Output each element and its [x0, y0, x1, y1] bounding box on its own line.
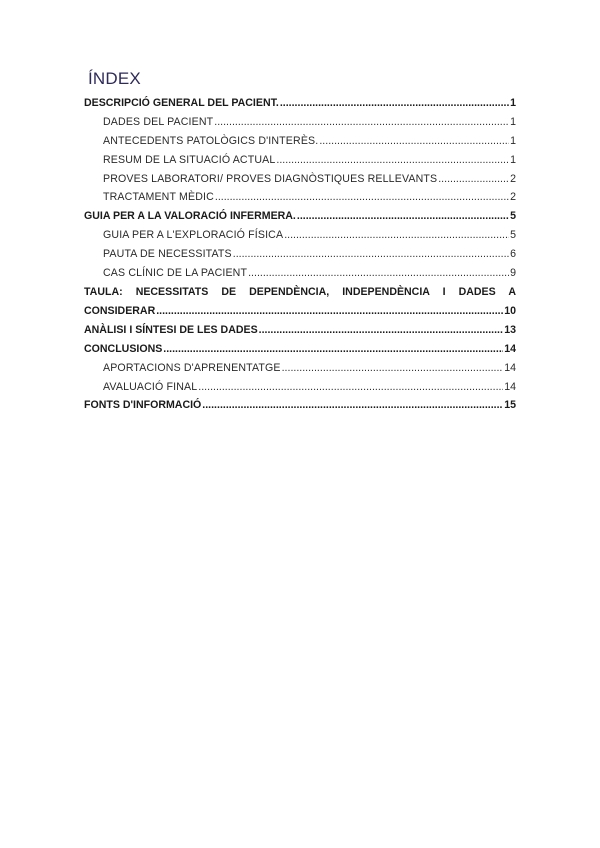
toc-entry-page: 1 — [510, 134, 516, 147]
toc-entry-page: 9 — [510, 267, 516, 280]
toc-entry[interactable] — [84, 132, 516, 151]
toc-entry[interactable] — [84, 245, 516, 264]
toc-entry-label: CAS CLÍNIC DE LA PACIENT — [103, 267, 248, 280]
toc-entry-continuation — [84, 302, 516, 321]
toc-entry-page: 1 — [510, 115, 516, 128]
toc-entry[interactable] — [84, 396, 516, 415]
toc-entry[interactable] — [84, 94, 516, 113]
toc-entry-label: PAUTA DE NECESSITATS — [103, 248, 232, 261]
toc-entry-label: FONTS D'INFORMACIÓ — [84, 399, 202, 412]
toc-entry[interactable] — [84, 113, 516, 132]
toc-entry-label: GUIA PER A LA VALORACIÓ INFERMERA. — [84, 210, 296, 223]
toc-entry-label: PROVES LABORATORI/ PROVES DIAGNÒSTIQUES RELLEVANTS — [103, 172, 438, 185]
toc-entry[interactable] — [84, 264, 516, 283]
toc-leader — [233, 245, 509, 264]
toc-leader — [319, 132, 509, 151]
toc-entry-label: TRACTAMENT MÈDIC — [103, 191, 214, 204]
toc-entry[interactable] — [84, 226, 516, 245]
toc-entry-page: 6 — [510, 248, 516, 261]
toc-entry-page: 1 — [510, 153, 516, 166]
toc-entry-page: 14 — [504, 342, 516, 355]
toc-entry-page: 14 — [504, 361, 516, 374]
toc-entry[interactable] — [84, 188, 516, 207]
toc-entry-page: 5 — [510, 210, 516, 223]
toc-leader — [214, 113, 509, 132]
toc-leader — [202, 396, 503, 415]
toc-entry[interactable] — [84, 359, 516, 378]
toc-entry-label: GUIA PER A L'EXPLORACIÓ FÍSICA — [103, 229, 284, 242]
toc-leader — [156, 302, 503, 321]
toc-entry-label: ANTECEDENTS PATOLÒGICS D'INTERÈS. — [103, 134, 319, 147]
toc-entry-page: 1 — [510, 97, 516, 109]
toc-entry-page: 10 — [504, 304, 516, 317]
table-of-contents — [84, 94, 516, 415]
toc-leader — [282, 359, 504, 378]
toc-entry[interactable] — [84, 207, 516, 226]
toc-entry[interactable] — [84, 151, 516, 170]
toc-leader — [284, 226, 509, 245]
toc-entry-page: 14 — [504, 380, 516, 393]
toc-entry-page: 15 — [504, 399, 516, 412]
toc-entry-label: AVALUACIÓ FINAL — [103, 380, 198, 393]
toc-entry-page: 5 — [510, 229, 516, 242]
toc-entry-label: RESUM DE LA SITUACIÓ ACTUAL — [103, 153, 276, 166]
toc-leader — [438, 170, 509, 189]
toc-entry-page: 13 — [504, 323, 516, 336]
toc-entry-label: DADES DEL PACIENT — [103, 115, 214, 128]
toc-leader — [215, 188, 509, 207]
toc-entry-label: CONSIDERAR — [84, 304, 156, 317]
toc-entry[interactable] — [84, 321, 516, 340]
toc-title: ÍNDEX — [88, 69, 141, 88]
toc-entry-label: CONCLUSIONS — [84, 342, 163, 355]
toc-entry-page: 2 — [510, 172, 516, 185]
toc-leader — [259, 321, 504, 340]
toc-leader — [198, 378, 503, 397]
toc-entry[interactable] — [84, 340, 516, 359]
toc-entry-label: ANÀLISI I SÍNTESI DE LES DADES — [84, 323, 258, 336]
toc-entry-label: TAULA: NECESSITATS DE DEPENDÈNCIA, INDEPENDÈNCIA I DADES A — [84, 285, 516, 298]
toc-entry-label: DESCRIPCIÓ GENERAL DEL PACIENT. — [84, 97, 279, 109]
toc-entry-page: 2 — [510, 191, 516, 204]
toc-entry[interactable] — [84, 170, 516, 189]
toc-leader — [163, 340, 503, 359]
toc-entry[interactable] — [84, 378, 516, 397]
toc-entry[interactable] — [84, 283, 516, 321]
toc-leader — [280, 94, 509, 113]
toc-leader — [248, 264, 509, 283]
toc-leader — [297, 207, 509, 226]
toc-entry-label: APORTACIONS D'APRENENTATGE — [103, 361, 281, 374]
toc-leader — [276, 151, 509, 170]
